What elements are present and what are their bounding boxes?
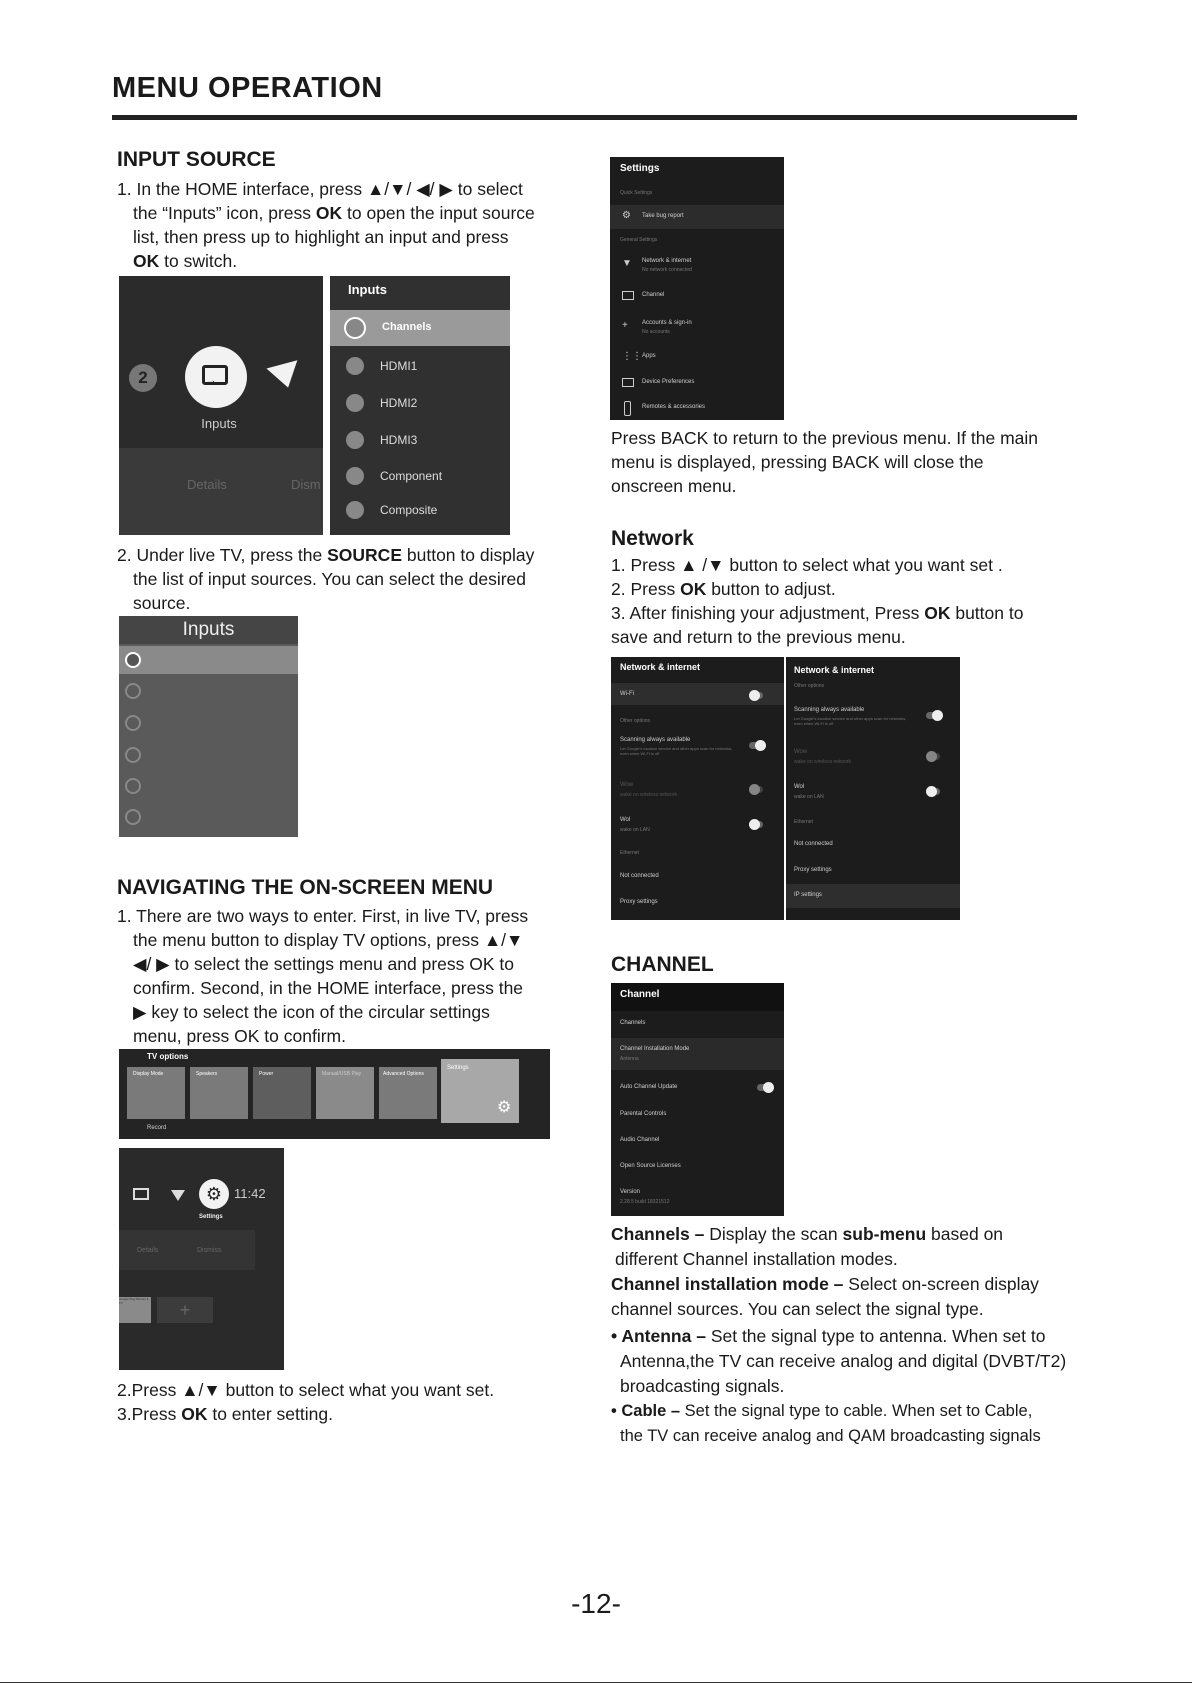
hdmi-icon	[346, 431, 364, 449]
monitor-icon	[622, 378, 634, 387]
input-item-hdmi2[interactable]: HDMI2	[330, 385, 510, 421]
wol-row[interactable]: Wol wake on LAN	[786, 784, 960, 808]
page-number: -12-	[571, 1588, 621, 1619]
input-item-channels[interactable]: Channels	[330, 310, 510, 346]
app-tile[interactable]: Google Play Movies & TV	[119, 1297, 151, 1323]
channel-item-version: Version	[620, 1189, 641, 1195]
settings-accounts[interactable]: + Accounts & sign-in No accounts	[622, 320, 692, 335]
channel-heading: CHANNEL	[611, 953, 714, 976]
dismiss-button[interactable]: Dism	[291, 477, 321, 492]
source-item[interactable]	[119, 803, 298, 831]
remote-icon	[624, 401, 631, 416]
input-source-step2: 2. Under live TV, press the SOURCE button to display the list of input sources. You can select the desired source.	[117, 545, 535, 613]
source-list-screenshot	[119, 616, 298, 837]
component-icon	[346, 467, 364, 485]
record-label: Record	[147, 1125, 167, 1131]
auto-update-toggle	[757, 1084, 771, 1091]
channel-item-audio[interactable]: Audio Channel	[620, 1137, 660, 1143]
channel-panel: Channel Channels Channel Installation Mode Antenna Auto Channel Update Parental Controls Audio Channel Open Source Licenses Version 2.28.5 build 18321512	[611, 983, 784, 1216]
channel-item-auto-update[interactable]: Auto Channel Update	[611, 1078, 784, 1100]
wifi-icon	[171, 1190, 185, 1201]
input-item-component[interactable]: Component	[330, 458, 510, 494]
scanning-row[interactable]: Scanning always available Let Google's location service and other apps scan for networks, even when Wi-Fi is off	[786, 707, 960, 737]
navigating-steps-2-3: 2.Press ▲/▼ button to select what you want set. 3.Press OK to enter setting.	[117, 1380, 495, 1424]
channel-item-licenses[interactable]: Open Source Licenses	[620, 1163, 681, 1169]
settings-apps[interactable]: ⋮⋮ Apps	[622, 351, 656, 362]
wifi-row[interactable]: Wi-Fi	[611, 683, 784, 705]
input-source-step1: 1. In the HOME interface, press ▲/▼/ ◀/ ▶ to select the “Inputs” icon, press OK to open the input source list, then press up to highlight an input and press OK to switch.	[117, 179, 535, 271]
not-connected: Not connected	[620, 873, 659, 879]
wifi-toggle	[749, 692, 763, 699]
input-source-heading: INPUT SOURCE	[117, 148, 276, 171]
proxy-settings[interactable]: Proxy settings	[620, 899, 658, 905]
settings-gear-icon[interactable]: ⚙	[199, 1179, 229, 1209]
take-bug-report[interactable]: ⚙ Take bug report	[610, 205, 784, 229]
ip-settings[interactable]: IP settings	[786, 884, 960, 908]
wow-row[interactable]: Wow wake on wireless network	[611, 782, 784, 806]
tv-options-screenshot	[119, 1049, 550, 1139]
bottom-rule	[0, 1682, 1192, 1683]
navigating-step1: 1. There are two ways to enter. First, in live TV, press the menu button to display TV options, press ▲/▼ ◀/ ▶ to select the settings menu and press OK to confirm. Second, in the HOME interface, press the ▶ key to select the icon of the circular settings menu, press OK to confirm.	[117, 906, 529, 1046]
network-panel-left: Network & internet Wi-Fi Other options Scanning always available Let Google's location service and other apps scan for networks, even when Wi-Fi is off Wow wake on wireless network Wol wake on LAN Ethernet Not connected Proxy settings	[611, 657, 784, 920]
tile-speakers[interactable]: Speakers	[190, 1067, 248, 1119]
channel-description: Channels – Display the scan sub-menu based on different Channel installation modes. Channel installation mode – Select on-screen display channel sources. You can select the signal type. • Antenna – Set the signal type to antenna. When set to Antenna,the TV can receive analog and digital (DVBT/T2) broadcasting signals. • Cable – Set the signal type to cable. When set to Cable, the TV can receive analog and QAM broadcasting signals	[611, 1224, 1067, 1445]
notification-badge: 2	[129, 364, 157, 392]
network-steps: 1. Press ▲ /▼ button to select what you want set . 2. Press OK button to adjust. 3. After finishing your adjustment, Press OK button to save and return to the previous menu.	[611, 555, 1024, 647]
wol-toggle	[749, 821, 763, 828]
source-item[interactable]	[119, 677, 298, 705]
input-item-composite[interactable]: Composite	[330, 492, 510, 528]
page-title: MENU OPERATION	[112, 72, 383, 104]
hdmi-icon	[346, 357, 364, 375]
tv-options-title: TV options	[147, 1052, 189, 1061]
not-connected: Not connected	[794, 841, 833, 847]
add-person-icon: +	[622, 320, 628, 331]
channel-item-install-mode[interactable]: Channel Installation Mode Antenna	[611, 1038, 784, 1070]
version-number: 2.28.5 build 18321512	[620, 1199, 670, 1205]
apps-grid-icon: ⋮⋮	[622, 351, 642, 362]
source-item[interactable]	[119, 646, 298, 674]
clock: 11:42	[234, 1186, 266, 1201]
source-list-title: Inputs	[119, 616, 298, 644]
wow-toggle	[926, 753, 940, 760]
tv-icon	[622, 291, 634, 300]
details-button[interactable]: Details	[187, 477, 227, 492]
gear-icon: ⚙	[497, 1099, 512, 1116]
dismiss-button[interactable]: Dismiss	[197, 1247, 222, 1254]
channel-item-parental[interactable]: Parental Controls	[620, 1111, 667, 1117]
source-item[interactable]	[119, 772, 298, 800]
inputs-panel-screenshot	[330, 276, 510, 535]
settings-screenshot: Settings Quick Settings ⚙ Take bug report General Settings ▼ Network & internet No network connected Channel + Accounts & sign-in No accounts ⋮⋮ Apps Device Preferences Remotes & accessories	[610, 157, 784, 420]
settings-title: Settings	[620, 163, 660, 174]
details-button[interactable]: Details	[137, 1247, 159, 1254]
navigating-heading: NAVIGATING THE ON-SCREEN MENU	[117, 876, 494, 899]
add-app-icon[interactable]: +	[157, 1297, 213, 1323]
settings-device-prefs[interactable]: Device Preferences	[610, 373, 784, 395]
settings-remotes[interactable]: Remotes & accessories	[610, 398, 784, 420]
bug-icon: ⚙	[622, 210, 631, 221]
back-text: Press BACK to return to the previous menu. If the main menu is displayed, pressing BACK will close the onscreen menu.	[611, 428, 1039, 496]
wol-row[interactable]: Wol wake on LAN	[611, 817, 784, 841]
input-item-hdmi3[interactable]: HDMI3	[330, 422, 510, 458]
home-inputs-screenshot	[119, 276, 323, 535]
network-panel-right: Network & internet Other options Scanning always available Let Google's location service and other apps scan for networks, even when Wi-Fi is off Wow wake on wireless network Wol wake on LAN Ethernet Not connected Proxy settings IP settings	[786, 657, 960, 920]
input-item-hdmi1[interactable]: HDMI1	[330, 348, 510, 384]
network-heading: Network	[611, 527, 694, 550]
scanning-toggle	[926, 712, 940, 719]
settings-channel[interactable]: Channel	[610, 284, 784, 308]
wifi-icon	[266, 360, 303, 391]
scanning-row[interactable]: Scanning always available Let Google's location service and other apps scan for networks, even when Wi-Fi is off	[611, 737, 784, 767]
inputs-icon[interactable]	[133, 1188, 149, 1200]
channel-item-channels[interactable]: Channels	[620, 1020, 646, 1026]
tile-manual-usb[interactable]: Manual/USB Play	[316, 1067, 374, 1119]
tile-display-mode[interactable]: Display Mode	[127, 1067, 185, 1119]
tile-settings[interactable]: Settings ⚙	[441, 1059, 519, 1123]
settings-label: Settings	[199, 1214, 223, 1220]
settings-network[interactable]: ▼ Network & internet No network connected	[622, 258, 692, 273]
tile-power[interactable]: Power	[253, 1067, 311, 1119]
wow-toggle	[749, 786, 763, 793]
composite-icon	[346, 501, 364, 519]
inputs-panel-title: Inputs	[348, 282, 387, 297]
source-item[interactable]	[119, 741, 298, 769]
proxy-settings[interactable]: Proxy settings	[794, 867, 832, 873]
source-item[interactable]	[119, 709, 298, 737]
wol-toggle	[926, 788, 940, 795]
inputs-label: Inputs	[201, 416, 237, 431]
wifi-icon: ▼	[622, 258, 632, 269]
inputs-icon[interactable]: →	[185, 346, 247, 408]
scanning-toggle	[749, 742, 763, 749]
tile-advanced-options[interactable]: Advanced Options	[379, 1067, 437, 1119]
title-divider	[112, 115, 1077, 120]
wow-row[interactable]: Wow wake on wireless network	[786, 749, 960, 773]
channels-icon	[344, 317, 366, 339]
home-settings-screenshot	[119, 1148, 284, 1370]
hdmi-icon	[346, 394, 364, 412]
